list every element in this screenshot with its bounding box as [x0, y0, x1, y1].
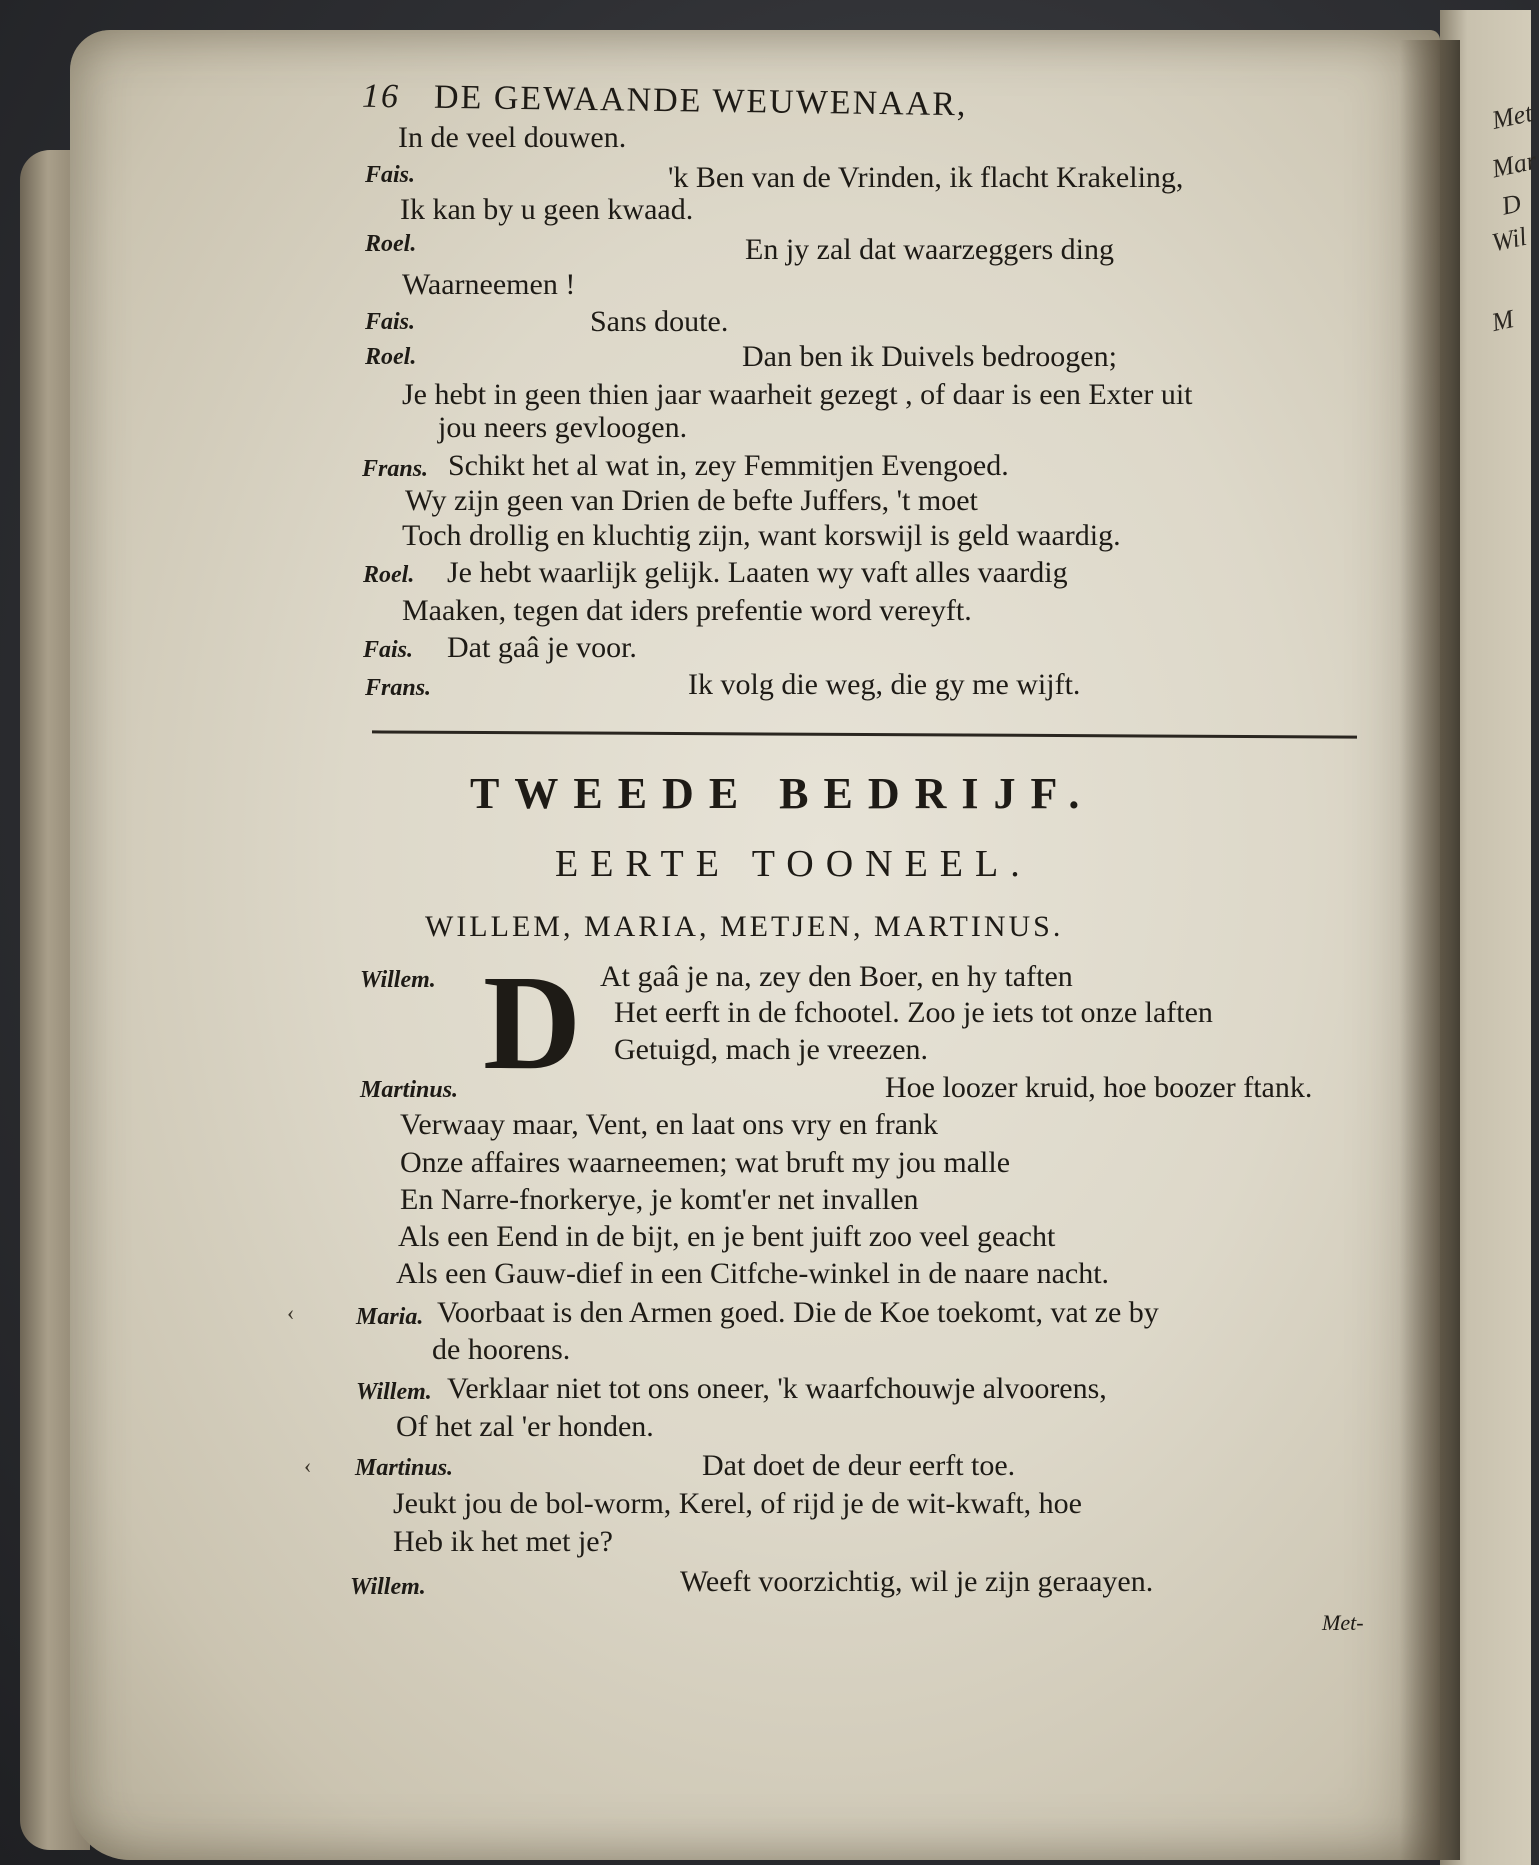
catchword: Met-	[1322, 1610, 1364, 1635]
verse-line: At gaâ je na, zey den Boer, en hy taften	[600, 960, 1073, 993]
verse-line: Maaken, tegen dat iders prefentie word vereyft.	[402, 594, 972, 627]
verse-line: Toch drollig en kluchtig zijn, want korswijl is geld waardig.	[402, 519, 1121, 552]
facing-page-fragment: M	[1489, 304, 1517, 337]
facing-page-fragment: Met	[1489, 98, 1535, 135]
margin-mark: ‹	[287, 1300, 295, 1325]
speaker-label: Martinus.	[355, 1455, 454, 1481]
speaker-label: Fais.	[365, 162, 416, 188]
verse-line: Heb ik het met je?	[393, 1525, 613, 1558]
verse-line: Onze affaires waarneemen; wat bruft my jou malle	[400, 1146, 1011, 1179]
running-title: DE GEWAANDE WEUWENAAR,	[433, 78, 968, 124]
act-heading: TWEEDE BEDRIJF.	[470, 769, 1095, 818]
characters-heading: WILLEM, MARIA, METJEN, MARTINUS.	[425, 910, 1064, 943]
speaker-label: Willem.	[350, 1574, 426, 1600]
speaker-label: Willem.	[360, 967, 436, 993]
verse-line: Wy zijn geen van Drien de befte Juffers, 't moet	[405, 484, 978, 517]
verse-line: Dat gaâ je voor.	[447, 631, 637, 664]
verse-line: Dat doet de deur eerft toe.	[702, 1449, 1016, 1482]
verse-line: Als een Gauw-dief in een Citfche-winkel in de naare nacht.	[396, 1257, 1110, 1290]
speaker-label: Willem.	[356, 1379, 432, 1405]
speaker-label: Martinus.	[360, 1077, 459, 1103]
verse-line: Schikt het al wat in, zey Femmitjen Evengoed.	[448, 449, 1009, 482]
verse-line: Sans doute.	[590, 305, 729, 338]
verse-line: In de veel douwen.	[398, 121, 627, 154]
drop-cap: D	[483, 948, 582, 1098]
speaker-label: Frans.	[362, 456, 429, 482]
margin-mark: ‹	[304, 1453, 312, 1478]
verse-line: de hoorens.	[432, 1333, 571, 1366]
verse-line: Weeft voorzichtig, wil je zijn geraayen.	[680, 1565, 1154, 1598]
speaker-label: Roel.	[365, 344, 417, 370]
verse-line: Verklaar niet tot ons oneer, 'k waarfchouwje alvoorens,	[447, 1372, 1107, 1405]
verse-line: Jeukt jou de bol-worm, Kerel, of rijd je de wit-kwaft, hoe	[393, 1487, 1082, 1520]
verse-line: Het eerft in de fchootel. Zoo je iets tot onze laften	[614, 996, 1213, 1029]
verse-line: Waarneemen !	[402, 268, 576, 301]
verse-line: Hoe loozer kruid, hoe boozer ftank.	[885, 1071, 1313, 1104]
verse-line: Getuigd, mach je vreezen.	[614, 1033, 929, 1066]
facing-page-fragment: Mar	[1489, 145, 1539, 184]
section-divider	[372, 730, 1357, 738]
verse-line: Als een Eend in de bijt, en je bent juift zoo veel geacht	[398, 1220, 1056, 1253]
speaker-label: Frans.	[365, 675, 432, 701]
verse-line: Voorbaat is den Armen goed. Die de Koe toekomt, vat ze by	[437, 1296, 1159, 1329]
verse-line: Ik volg die weg, die gy me wijft.	[688, 668, 1081, 701]
verse-line: Verwaay maar, Vent, en laat ons vry en frank	[400, 1108, 939, 1141]
speaker-label: Fais.	[363, 637, 414, 663]
scene-heading: EERTE TOONEEL.	[555, 843, 1032, 885]
verse-line: Dan ben ik Duivels bedroogen;	[742, 340, 1117, 373]
facing-page-fragment: Wil	[1489, 221, 1530, 258]
verse-line: Ik kan by u geen kwaad.	[400, 193, 694, 226]
verse-line: Je hebt waarlijk gelijk. Laaten wy vaft alles vaardig	[447, 556, 1068, 589]
verse-line: Je hebt in geen thien jaar waarheit gezegt , of daar is een Exter uit	[402, 378, 1193, 411]
verse-line: En Narre-fnorkerye, je komt'er net invallen	[400, 1183, 919, 1216]
verse-line: En jy zal dat waarzeggers ding	[745, 233, 1115, 266]
verse-line: 'k Ben van de Vrinden, ik flacht Krakeling,	[668, 161, 1184, 194]
speaker-label: Roel.	[363, 562, 415, 588]
running-head	[362, 78, 968, 124]
verse-line: jou neers gevloogen.	[438, 411, 688, 444]
facing-page-fragment: D	[1499, 188, 1524, 221]
speaker-label: Fais.	[365, 309, 416, 335]
speaker-label: Roel.	[365, 231, 417, 257]
page-number: 16	[361, 77, 401, 116]
verse-line: Of het zal 'er honden.	[396, 1410, 654, 1443]
speaker-label: Maria.	[356, 1304, 424, 1330]
